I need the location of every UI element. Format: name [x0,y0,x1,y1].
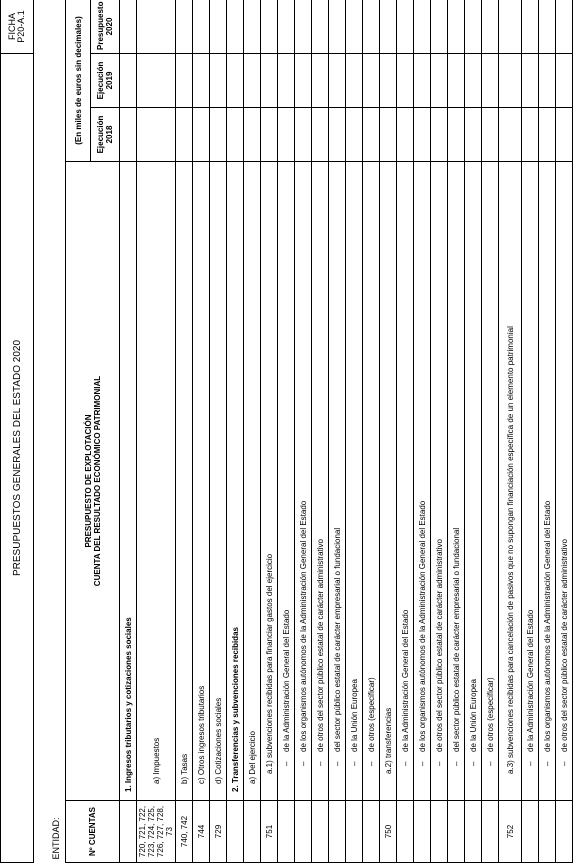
input-exec-2019[interactable] [448,53,465,107]
input-exec-2018[interactable] [539,108,556,162]
input-exec-2019[interactable] [522,53,539,107]
concept-column-header [66,162,120,801]
table-row-accounts [482,801,499,863]
exec-2018-line1: Ejecución [96,115,105,154]
dash-marker: – [525,761,535,766]
input-exec-2018[interactable] [278,108,295,162]
input-budget-2020[interactable] [363,0,380,53]
table-row-label: a.1) subvenciones recibidas para financiar gastos del ejercicio [261,162,278,801]
input-budget-2020[interactable] [465,0,482,53]
input-budget-2020[interactable] [312,0,329,53]
table-row-accounts [397,801,414,863]
input-exec-2018[interactable] [465,108,482,162]
input-exec-2019[interactable] [482,53,499,107]
table-row-accounts [431,801,448,863]
table-row-accounts [556,801,573,863]
dash-marker: – [542,761,552,766]
input-budget-2020[interactable] [244,0,261,53]
input-exec-2019[interactable] [244,53,261,107]
input-exec-2019[interactable] [278,53,295,107]
table-row-label [482,162,499,801]
row-text: de la Administración General del Estado [400,609,410,752]
input-budget-2020[interactable] [522,0,539,53]
exec-2019-line1: Ejecución [96,61,105,100]
table-row-accounts [346,801,363,863]
input-budget-2020[interactable] [414,0,431,53]
input-budget-2020[interactable] [448,0,465,53]
budget-2020-line2: 2020 [105,17,114,36]
table-row-accounts [244,801,261,863]
input-budget-2020[interactable] [295,0,312,53]
input-exec-2018[interactable] [556,108,573,162]
table-row-label: c) Otros ingresos tributarios [193,162,210,801]
table-row-accounts [295,801,312,863]
row-text: de otros del sector público estatal de carácter administrativo [434,539,444,752]
entity-label: ENTIDAD: [34,0,66,863]
input-budget-2020[interactable] [137,0,176,53]
input-exec-2019[interactable] [120,53,137,107]
dash-marker: – [451,761,461,766]
input-exec-2018[interactable] [312,108,329,162]
dash-marker: – [559,761,569,766]
table-row-label [295,162,312,801]
dash-marker: – [485,761,495,766]
input-exec-2019[interactable] [465,53,482,107]
table-row-label: a) Impuestos [137,162,176,801]
table-row-accounts: 740, 742 [176,801,193,863]
dash-marker: – [434,761,444,766]
input-budget-2020[interactable] [261,0,278,53]
row-text: de la Administración General del Estado [281,609,291,752]
input-exec-2018[interactable] [397,108,414,162]
input-exec-2019[interactable] [363,53,380,107]
exec-2019-line2: 2019 [105,71,114,90]
input-exec-2018[interactable] [499,108,522,162]
units-note: (En miles de euros sin decimales) [66,0,91,162]
row-text: de los organismos autónomos de la Administración General del Estado [298,500,308,752]
input-exec-2018[interactable] [120,108,137,162]
table-row-accounts: 720, 721, 722, 723, 724, 725, 726, 727, 728, 73 [137,801,176,863]
row-text: del sector público estatal de carácter empresarial o fundacional [451,527,461,752]
table-row-label: 1. Ingresos tributarios y cotizaciones sociales [120,162,137,801]
input-exec-2018[interactable] [176,108,193,162]
input-exec-2019[interactable] [295,53,312,107]
form-code-line2: P20-A.1 [16,10,26,43]
input-exec-2018[interactable] [137,108,176,162]
table-row-accounts: 729 [210,801,227,863]
input-exec-2019[interactable] [261,53,278,107]
input-exec-2018[interactable] [295,108,312,162]
form-code [1,0,34,53]
dash-marker: – [468,761,478,766]
dash-marker: – [298,761,308,766]
input-exec-2018[interactable] [193,108,210,162]
dash-marker: – [417,761,427,766]
table-row-accounts [329,801,346,863]
table-row-label [448,162,465,801]
input-budget-2020[interactable] [329,0,346,53]
input-exec-2019[interactable] [176,53,193,107]
input-exec-2019[interactable] [346,53,363,107]
input-budget-2020[interactable] [539,0,556,53]
row-text: de la Administración General del Estado [525,609,535,752]
exec-2019-header [91,53,120,107]
table-row-label [346,162,363,801]
input-exec-2018[interactable] [329,108,346,162]
input-exec-2018[interactable] [346,108,363,162]
input-exec-2019[interactable] [329,53,346,107]
dash-marker: – [332,761,342,766]
row-text: de otros (especificar) [485,677,495,752]
table-row-accounts: 752 [499,801,522,863]
table-row-accounts [120,801,137,863]
page-title: PRESUPUESTOS GENERALES DEL ESTADO 2020 [1,53,34,862]
concept-header-line1: PRESUPUESTO DE EXPLOTACIÓN [83,414,93,548]
concept-header-line2: CUENTA DEL RESULTADO ECONÓMICO PATRIMONIAL [92,375,102,587]
table-row-label [329,162,346,801]
row-text: de la Unión Europea [349,679,359,752]
table-row-label [431,162,448,801]
row-text: de otros (especificar) [366,677,376,752]
input-budget-2020[interactable] [380,0,397,53]
table-row-label: b) Tasas [176,162,193,801]
table-row-label [465,162,482,801]
input-budget-2020[interactable] [278,0,295,53]
table-row-accounts [448,801,465,863]
input-budget-2020[interactable] [499,0,522,53]
dash-marker: – [400,761,410,766]
input-exec-2019[interactable] [312,53,329,107]
input-budget-2020[interactable] [210,0,227,53]
input-exec-2019[interactable] [499,53,522,107]
input-budget-2020[interactable] [431,0,448,53]
table-row-accounts: 751 [261,801,278,863]
input-budget-2020[interactable] [227,0,244,53]
dash-marker: – [281,761,291,766]
table-row-accounts: 750 [380,801,397,863]
input-budget-2020[interactable] [346,0,363,53]
budget-2020-header [91,0,120,53]
input-budget-2020[interactable] [193,0,210,53]
table-row-label [397,162,414,801]
dash-marker: – [315,761,325,766]
input-exec-2019[interactable] [397,53,414,107]
table-row-label [312,162,329,801]
input-exec-2018[interactable] [261,108,278,162]
input-exec-2018[interactable] [244,108,261,162]
form-code-line1: FICHA [7,12,17,40]
table-row-label [539,162,556,801]
input-exec-2018[interactable] [448,108,465,162]
input-exec-2019[interactable] [380,53,397,107]
input-exec-2019[interactable] [539,53,556,107]
input-budget-2020[interactable] [176,0,193,53]
table-row-accounts [363,801,380,863]
table-row-accounts [227,801,244,863]
input-budget-2020[interactable] [482,0,499,53]
table-row-accounts [312,801,329,863]
input-exec-2018[interactable] [414,108,431,162]
table-row-label: d) Cotizaciones sociales [210,162,227,801]
row-text: de otros del sector público estatal de carácter administrativo [315,539,325,752]
row-text: de los organismos autónomos de la Administración General del Estado [417,500,427,752]
row-text: del sector público estatal de carácter empresarial o fundacional [332,527,342,752]
input-exec-2018[interactable] [482,108,499,162]
table-row-label: a) Del ejercicio [244,162,261,801]
table-row-accounts [414,801,431,863]
input-exec-2018[interactable] [227,108,244,162]
input-budget-2020[interactable] [556,0,573,53]
input-exec-2018[interactable] [380,108,397,162]
table-row-label: a.2) transferencias [380,162,397,801]
input-exec-2018[interactable] [363,108,380,162]
input-budget-2020[interactable] [397,0,414,53]
input-exec-2018[interactable] [431,108,448,162]
row-text: de la Unión Europea [468,679,478,752]
input-exec-2018[interactable] [522,108,539,162]
input-budget-2020[interactable] [120,0,137,53]
table-row-label [522,162,539,801]
table-row-accounts [539,801,556,863]
table-row-accounts [278,801,295,863]
dash-marker: – [349,761,359,766]
input-exec-2019[interactable] [227,53,244,107]
table-row-label: a.3) subvenciones recibidas para cancelación de pasivos que no supongan financiación específica de un elemento patrimonial [499,162,522,801]
row-text: de otros del sector público estatal de carácter administrativo [559,539,569,752]
table-row-label: 2. Transferencias y subvenciones recibidas [227,162,244,801]
exec-2018-header [91,108,120,162]
accounts-column-header: Nº CUENTAS [66,801,120,863]
table-row-label [414,162,431,801]
table-row-accounts [522,801,539,863]
table-row-label [556,162,573,801]
table-row-label [363,162,380,801]
table-row-accounts [465,801,482,863]
input-exec-2019[interactable] [210,53,227,107]
input-exec-2019[interactable] [556,53,573,107]
input-exec-2019[interactable] [193,53,210,107]
input-exec-2019[interactable] [137,53,176,107]
row-text: de los organismos autónomos de la Administración General del Estado [542,500,552,752]
table-row-label [278,162,295,801]
input-exec-2019[interactable] [431,53,448,107]
input-exec-2018[interactable] [210,108,227,162]
table-row-accounts: 744 [193,801,210,863]
dash-marker: – [366,761,376,766]
input-exec-2019[interactable] [414,53,431,107]
budget-2020-line1: Presupuesto [96,1,105,50]
exec-2018-line2: 2018 [105,125,114,144]
